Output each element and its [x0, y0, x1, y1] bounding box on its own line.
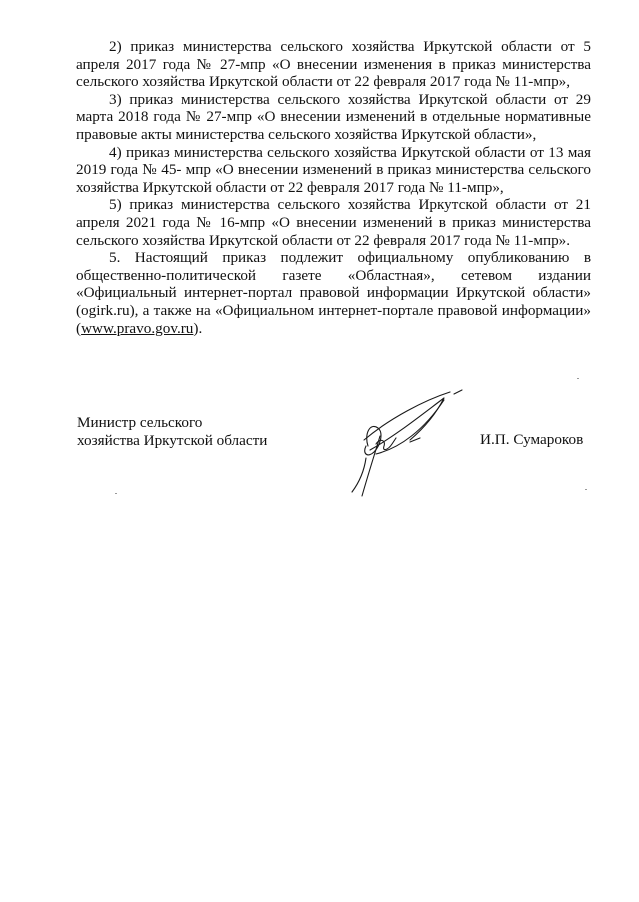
publication-paragraph: [76, 249, 591, 337]
signatory-title-line-2: хозяйства Иркутской области: [77, 431, 268, 449]
pravo-gov-link[interactable]: www.pravo.gov.ru: [81, 319, 194, 337]
document-body: [76, 38, 591, 337]
scan-speck: [585, 489, 587, 490]
handwritten-signature: [340, 388, 470, 500]
scan-speck: [115, 493, 117, 494]
signatory-title-line-1: Министр сельского: [77, 414, 203, 431]
scan-speck: [577, 378, 579, 379]
list-item-4: 4) приказ министерства сельского хозяйства Иркутской области от 13 мая 2019 года № 45- мпр «О внесении изменений в приказ министерства сельского хозяйства Иркутской области от 22 февраля 2017 года № 11-мпр»,: [76, 143, 591, 196]
list-item-5: 5) приказ министерства сельского хозяйства Иркутской области от 21 апреля 2021 года № 16-мпр «О внесении изменений в приказ министерства сельского хозяйства Иркутской области от 22 февраля 2017 года № 11-мпр».: [76, 196, 591, 249]
publication-tail: ).: [193, 319, 203, 337]
signatory-name: И.П. Сумароков: [480, 431, 584, 448]
list-item-2: 2) приказ министерства сельского хозяйства Иркутской области от 5 апреля 2017 года № 27-мпр «О внесении изменения в приказ министерства сельского хозяйства Иркутской области от 22 февраля 2017 года № 11-мпр»,: [76, 38, 591, 91]
publication-text: 5. Настоящий приказ подлежит официальному опубликованию в общественно-политической газете «Областная», сетевом издании «Официальный интернет-портал правовой информации Иркутской области» (ogirk.ru), а также на «Официальном интернет-портале правовой информации» (: [76, 249, 591, 337]
list-item-3: 3) приказ министерства сельского хозяйства Иркутской области от 29 марта 2018 года № 27-мпр «О внесении изменений в отдельные нормативные правовые акты министерства сельского хозяйства Иркутской области»,: [76, 90, 591, 143]
signatory-title: [77, 414, 267, 449]
